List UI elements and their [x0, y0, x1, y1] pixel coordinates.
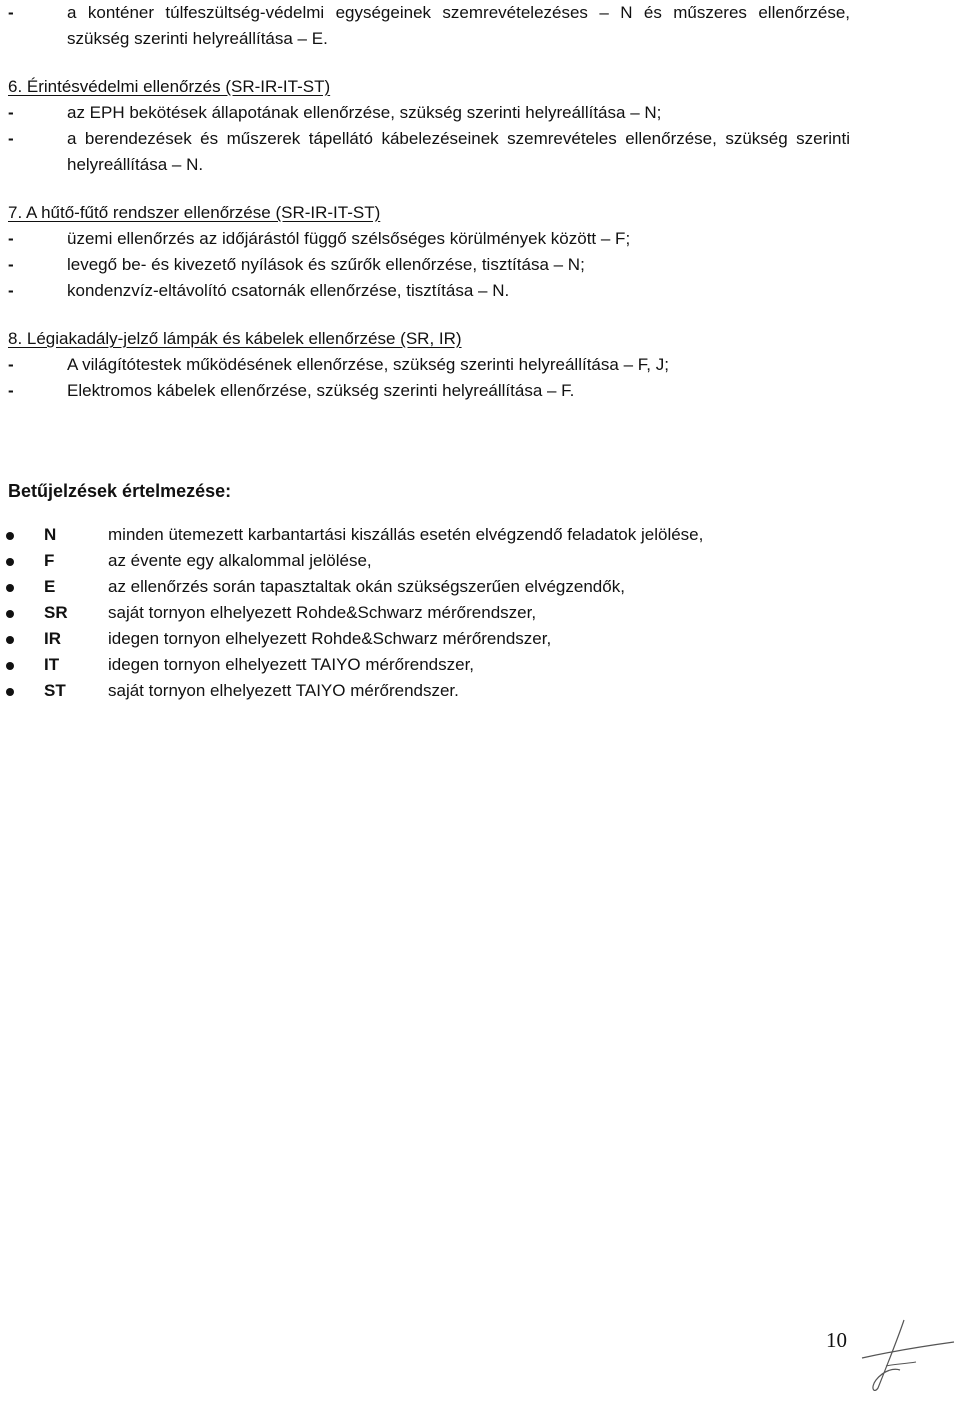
legend-abbreviation: IT	[44, 655, 60, 674]
dash-marker: -	[8, 229, 14, 248]
list-item-text: az EPH bekötések állapotának ellenőrzése, szükség szerinti helyreállítása – N;	[67, 103, 662, 122]
list-item-text: kondenzvíz-eltávolító csatornák ellenőrzése, tisztítása – N.	[67, 281, 510, 300]
list-item	[0, 378, 860, 404]
list-item	[0, 352, 860, 378]
list-item-text: levegő be- és kivezető nyílások és szűrők ellenőrzése, tisztítása – N;	[67, 255, 585, 274]
legend-description: az évente egy alkalommal jelölése,	[108, 551, 372, 570]
bullet-icon	[6, 532, 14, 540]
bullet-icon	[6, 662, 14, 670]
list-item-text: a berendezések és műszerek tápellátó kábelezéseinek szemrevételes ellenőrzése, szükség szerinti helyreállítása – N.	[67, 129, 850, 174]
dash-marker: -	[8, 3, 14, 22]
section-6-heading: 6. Érintésvédelmi ellenőrzés (SR-IR-IT-ST)	[8, 77, 331, 96]
bullet-icon	[6, 584, 14, 592]
list-item-text: A világítótestek működésének ellenőrzése, szükség szerinti helyreállítása – F, J;	[67, 355, 669, 374]
legend-row	[0, 522, 900, 548]
signature-icon	[860, 1318, 956, 1394]
section-8-heading: 8. Légiakadály-jelző lámpák és kábelek ellenőrzése (SR, IR)	[8, 329, 462, 348]
legend-description: saját tornyon elhelyezett Rohde&Schwarz mérőrendszer,	[108, 603, 537, 622]
legend-abbreviation: IR	[44, 629, 61, 648]
list-item	[0, 0, 860, 52]
list-item	[0, 226, 860, 252]
legend-abbreviation: N	[44, 525, 57, 544]
legend-description: idegen tornyon elhelyezett Rohde&Schwarz mérőrendszer,	[108, 629, 552, 648]
list-item-text: a konténer túlfeszültség-védelmi egységeinek szemrevételezéses – N és műszeres ellenőrzése, szükség szerinti helyreállítása – E.	[67, 3, 850, 48]
dash-marker: -	[8, 129, 14, 148]
legend-abbreviation: ST	[44, 681, 66, 700]
list-item-text: Elektromos kábelek ellenőrzése, szükség szerinti helyreállítása – F.	[67, 381, 575, 400]
legend-abbreviation: SR	[44, 603, 68, 622]
legend-row	[0, 600, 900, 626]
bullet-icon	[6, 636, 14, 644]
list-item	[0, 126, 860, 178]
dash-marker: -	[8, 355, 14, 374]
legend-description: idegen tornyon elhelyezett TAIYO mérőrendszer,	[108, 655, 475, 674]
page-number: 10	[826, 1328, 847, 1352]
bullet-icon	[6, 558, 14, 566]
legend-row	[0, 652, 900, 678]
dash-marker: -	[8, 381, 14, 400]
legend-description: minden ütemezett karbantartási kiszállás esetén elvégzendő feladatok jelölése,	[108, 525, 704, 544]
dash-marker: -	[8, 255, 14, 274]
legend-title: Betűjelzések értelmezése:	[8, 481, 232, 501]
legend-row	[0, 548, 900, 574]
legend-description: saját tornyon elhelyezett TAIYO mérőrendszer.	[108, 681, 459, 700]
list-item	[0, 100, 860, 126]
bullet-icon	[6, 688, 14, 696]
list-item-text: üzemi ellenőrzés az időjárástól függő szélsőséges körülmények között – F;	[67, 229, 631, 248]
bullet-icon	[6, 610, 14, 618]
list-item	[0, 252, 860, 278]
legend-row	[0, 626, 900, 652]
legend-abbreviation: E	[44, 577, 56, 596]
legend-abbreviation: F	[44, 551, 55, 570]
legend-row	[0, 574, 900, 600]
list-item	[0, 278, 860, 304]
legend-row	[0, 678, 900, 704]
legend-description: az ellenőrzés során tapasztaltak okán szükségszerűen elvégzendők,	[108, 577, 625, 596]
dash-marker: -	[8, 281, 14, 300]
section-7-heading: 7. A hűtő-fűtő rendszer ellenőrzése (SR-IR-IT-ST)	[8, 203, 381, 222]
dash-marker: -	[8, 103, 14, 122]
